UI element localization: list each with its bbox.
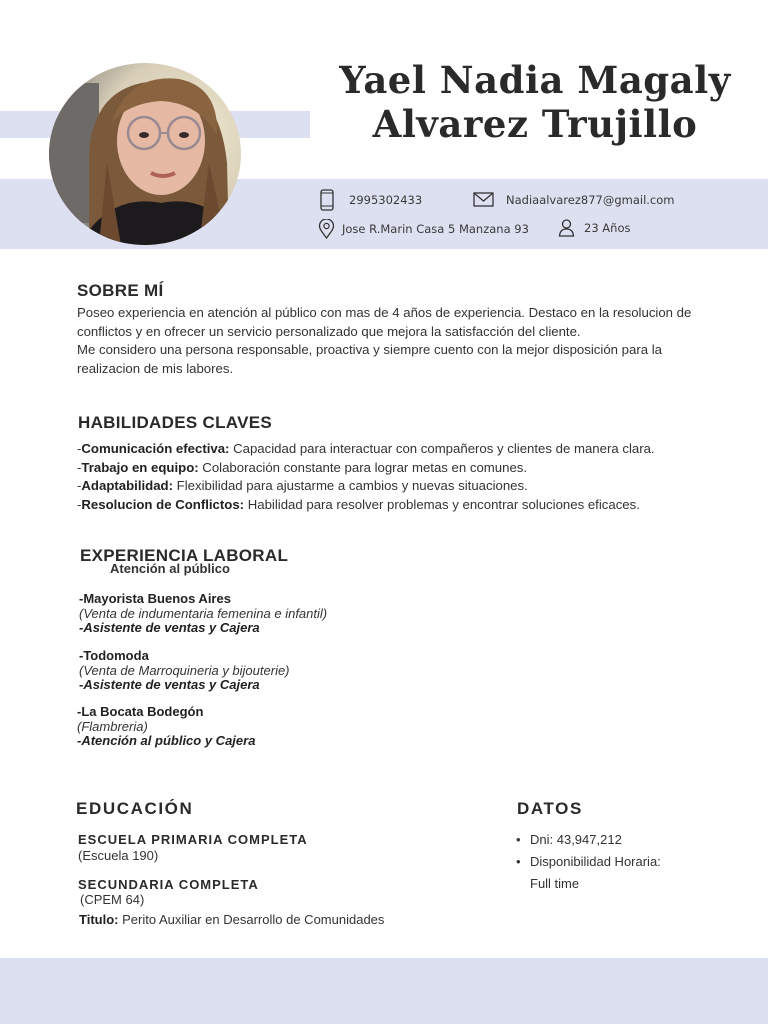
job-company: -La Bocata Bodegón [77,704,204,719]
name-line-2: Alvarez Trujillo [372,102,698,146]
job-entry [77,705,255,749]
about-paragraph-2: Me considero una persona responsable, proactiva y siempre cuento con la mejor disposición para la realizacion de mis labores. [77,342,662,376]
email-item [473,192,674,207]
skill-label: Resolucion de Conflictos: [81,496,245,512]
skill-text: Flexibilidad para ajustarme a cambios y nuevas situaciones. [173,478,528,493]
job-role: -Atención al público y Cajera [77,733,256,748]
experience-title: EXPERIENCIA LABORAL [80,546,289,565]
skill-label: Comunicación efectiva: [81,441,230,456]
bullet-icon: • [516,832,521,847]
degree-value: Perito Auxiliar en Desarrollo de Comunidades [118,912,385,927]
skill-item: -Trabajo en equipo: Colaboración constante para lograr metas en comunes. [77,459,528,475]
envelope-icon [473,192,494,207]
degree-label: Titulo: [79,912,119,927]
datos-text: Full time [530,876,580,891]
experience-subtitle: Atención al público [110,561,230,576]
footer-band [0,958,768,1024]
age-item [558,219,630,237]
datos-text: Disponibilidad Horaria: [530,854,661,869]
about-text [77,304,697,378]
phone-item [320,189,422,211]
datos-title: DATOS [517,799,583,818]
skill-item: -Resolucion de Conflictos: Habilidad para resolver problemas y encontrar soluciones eficaces. [77,496,640,512]
location-pin-icon [318,219,335,239]
job-entry [79,649,290,693]
datos-text: Dni: 43,947,212 [530,832,622,847]
person-icon [558,219,575,237]
phone-icon [320,189,334,211]
job-description: (Venta de Marroquineria y bijouterie) [79,662,290,678]
secondary-school-name: (CPEM 64) [80,892,145,907]
skills-title: HABILIDADES CLAVES [78,413,272,432]
degree [79,912,384,927]
phone-number: 2995302433 [349,193,423,207]
job-entry [79,592,327,636]
job-company: -Todomoda [79,648,149,663]
datos-item [516,851,661,873]
skill-label: Adaptabilidad: [81,478,173,493]
job-role: -Asistente de ventas y Cajera [79,677,260,692]
about-paragraph-1: Poseo experiencia en atención al público con mas de 4 años de experiencia. Destaco en la resolucion de conflictos y en ofrecer un servicio personalizado que mejora la satisfacción del cliente. [77,305,692,339]
skills-list [77,440,697,514]
skill-text: Colaboración constante para lograr metas en comunes. [198,459,528,475]
primary-school-name: (Escuela 190) [78,848,159,863]
job-company: -Mayorista Buenos Aires [79,591,231,606]
email-address: Nadiaalvarez877@gmail.com [506,192,675,207]
job-role: -Asistente de ventas y Cajera [79,620,260,635]
job-description: (Flambreria) [77,718,148,734]
profile-photo [49,63,241,245]
address-text: Jose R.Marin Casa 5 Manzana 93 [342,222,529,236]
name-line-1: Yael Nadia Magaly [339,58,731,102]
skill-label: Trabajo en equipo: [81,459,199,475]
skill-item: -Comunicación efectiva: Capacidad para interactuar con compañeros y clientes de manera clara. [77,441,655,456]
profile-photo-image [49,63,241,245]
datos-item [516,829,661,851]
primary-school-title: ESCUELA PRIMARIA COMPLETA [78,832,308,847]
bullet-icon: • [516,854,521,869]
skill-item: -Adaptabilidad: Flexibilidad para ajustarme a cambios y nuevas situaciones. [77,478,528,493]
address-item [318,219,529,239]
age-text: 23 Años [584,221,631,235]
skill-text: Capacidad para interactuar con compañeros y clientes de manera clara. [229,441,655,456]
secondary-school-title: SECUNDARIA COMPLETA [78,877,259,892]
datos-item [516,873,661,895]
education-title: EDUCACIÓN [76,799,194,818]
candidate-name [320,58,750,146]
job-description: (Venta de indumentaria femenina e infantil) [79,605,328,621]
skill-text: Habilidad para resolver problemas y encontrar soluciones eficaces. [244,496,640,512]
datos-list [516,829,661,895]
about-title: SOBRE MÍ [77,281,164,300]
